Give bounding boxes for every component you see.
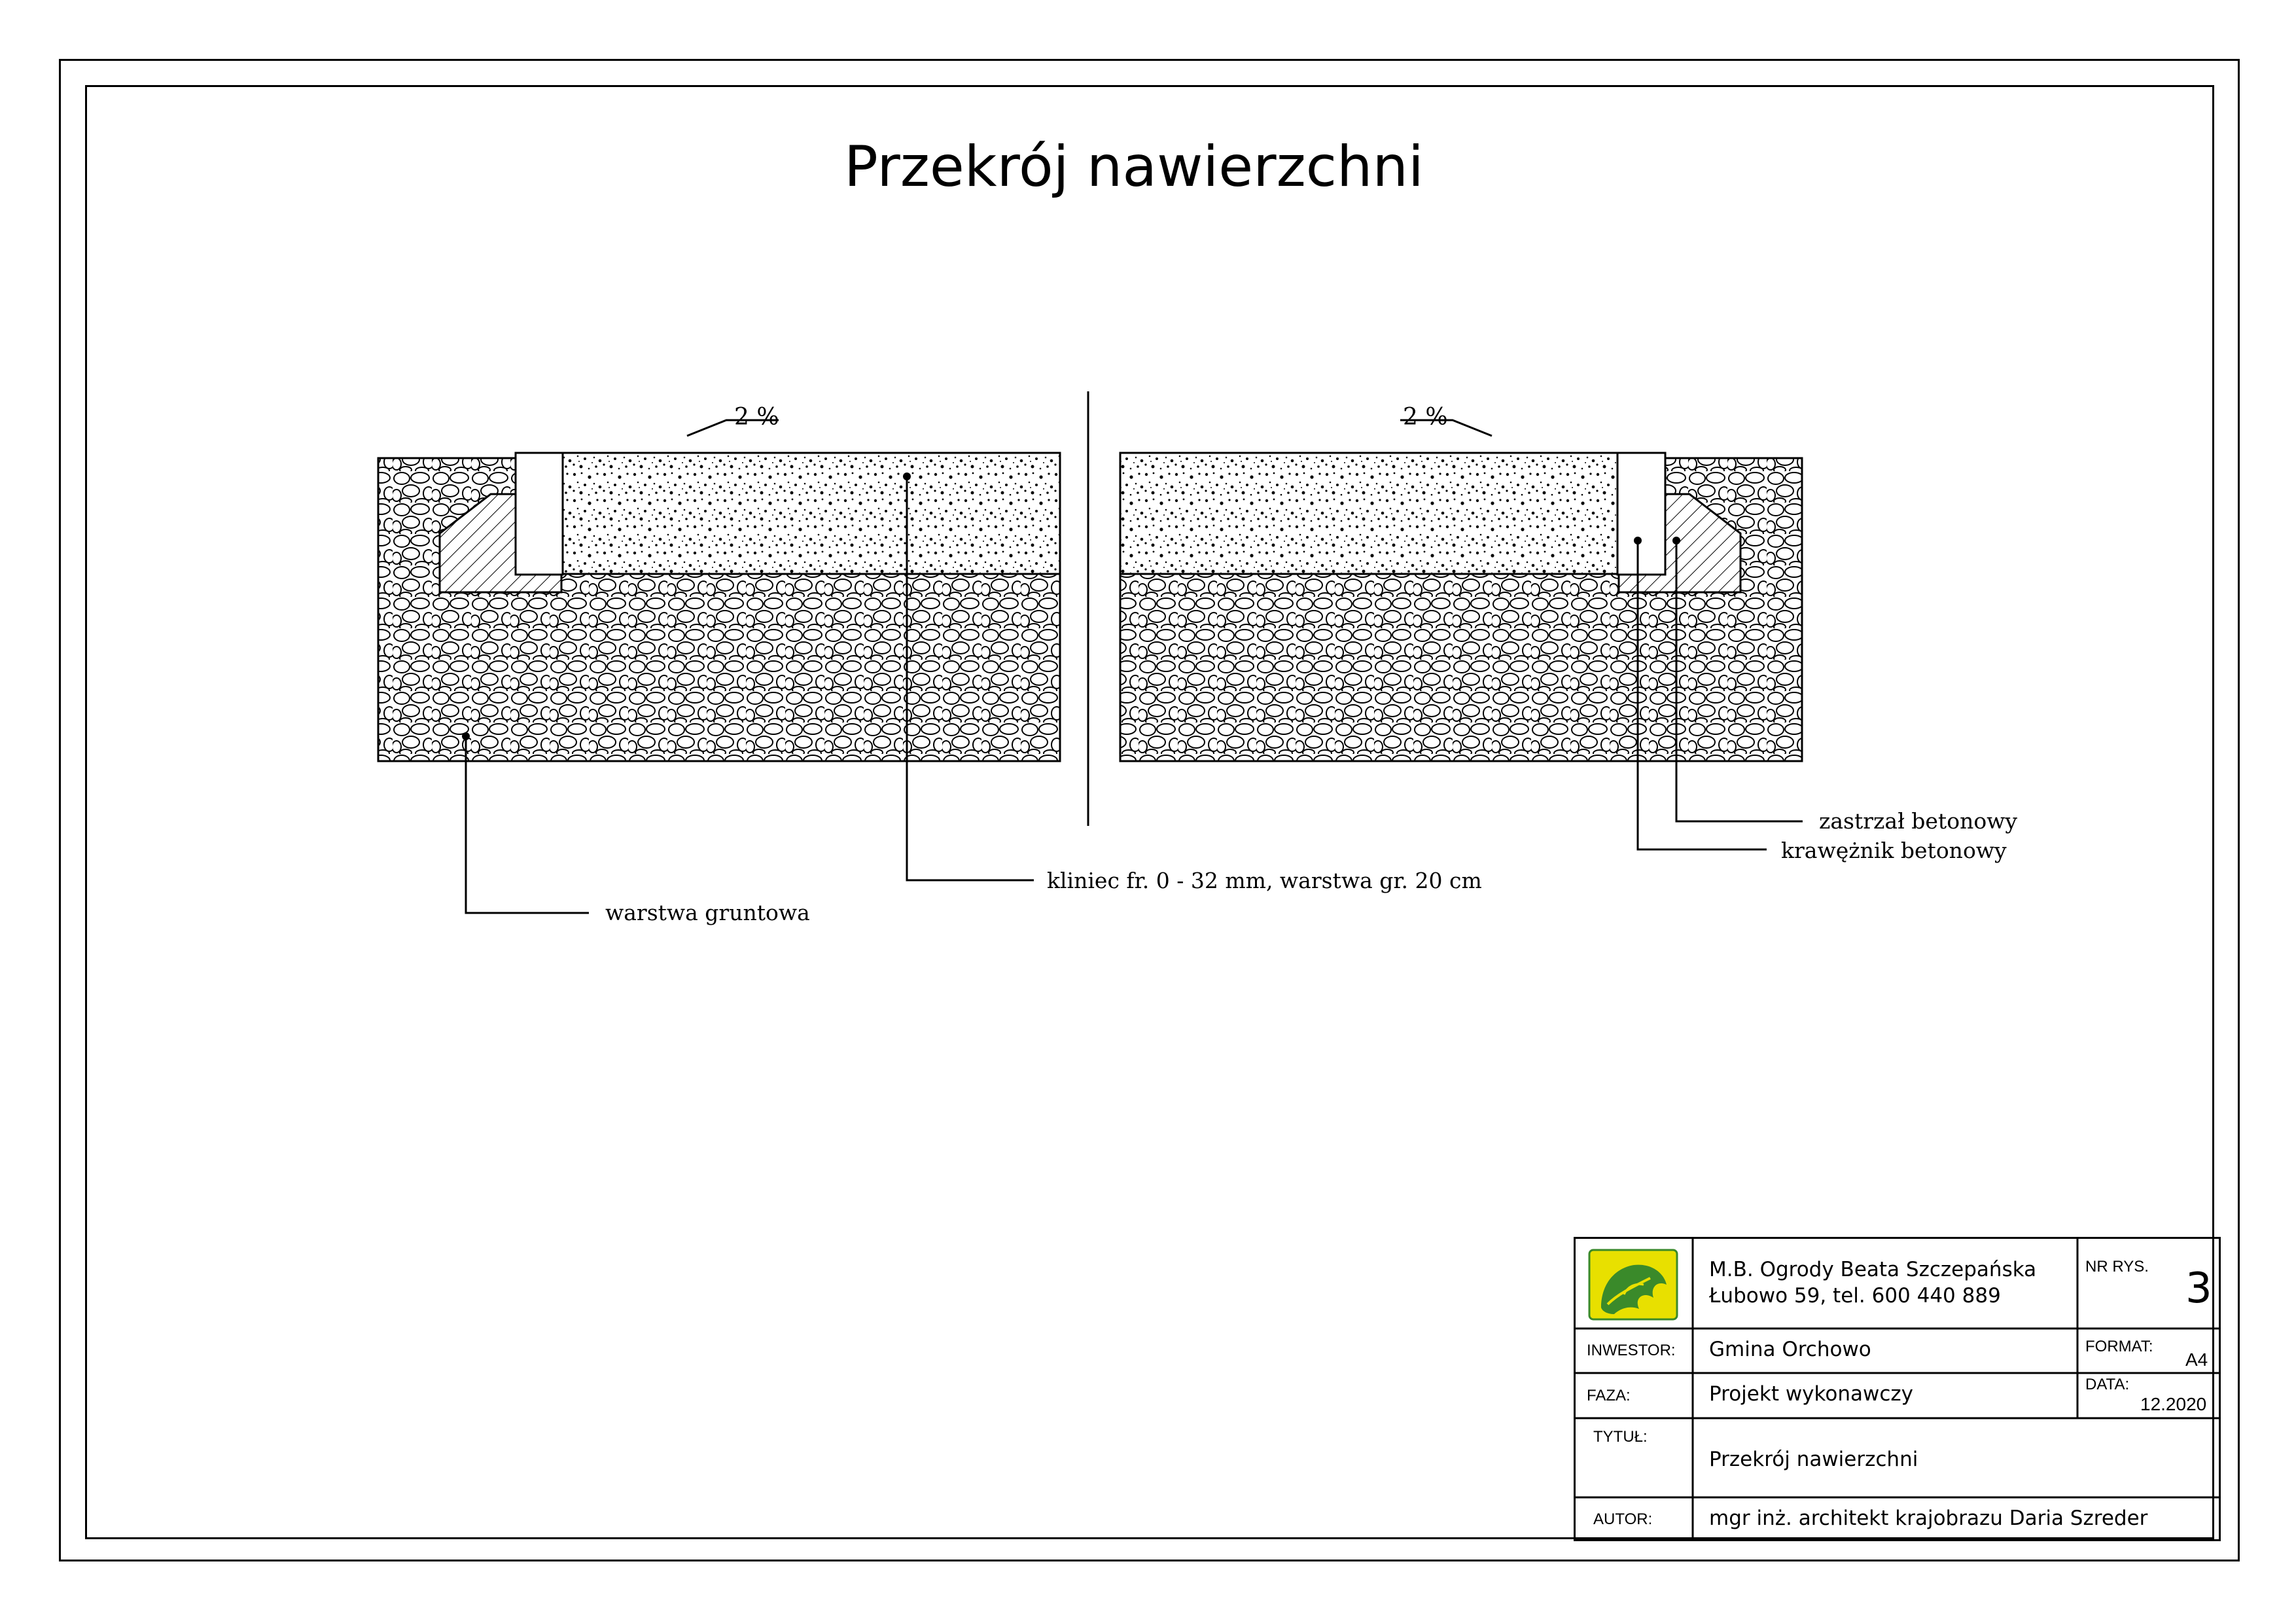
phase-value: Projekt wykonawczy: [1709, 1382, 1913, 1406]
leaf-logo-icon: [1588, 1249, 1678, 1321]
left-section: [378, 420, 1060, 761]
company-name: M.B. Ogrody Beata Szczepańska: [1709, 1258, 2037, 1281]
label-ground-layer: warstwa gruntowa: [605, 900, 810, 925]
drawing-title: Przekrój nawierzchni: [844, 134, 1424, 200]
company-logo: [1588, 1249, 1678, 1321]
slope-label-left: 2 %: [734, 404, 779, 431]
title-label: TYTUŁ:: [1593, 1428, 1648, 1446]
slope-label-right: 2 %: [1403, 404, 1448, 431]
author-label: AUTOR:: [1593, 1510, 1653, 1528]
label-concrete-brace: zastrzał betonowy: [1819, 808, 2018, 834]
investor-label: INWESTOR:: [1587, 1342, 1676, 1359]
label-concrete-curb: krawężnik betonowy: [1781, 838, 2007, 863]
title-block: [1574, 1237, 2221, 1541]
label-aggregate: kliniec fr. 0 - 32 mm, warstwa gr. 20 cm: [1047, 868, 1482, 893]
format-value: A4: [2185, 1349, 2208, 1370]
date-value: 12.2020: [2140, 1394, 2207, 1414]
company-address: Łubowo 59, tel. 600 440 889: [1709, 1284, 2001, 1308]
right-section: [1120, 420, 1802, 761]
author-value: mgr inż. architekt krajobrazu Daria Szreder: [1709, 1507, 2148, 1530]
format-label: FORMAT:: [2085, 1338, 2153, 1355]
date-label: DATA:: [2085, 1376, 2130, 1393]
drawing-no: 3: [2185, 1264, 2212, 1313]
drawing-no-label: NR RYS.: [2085, 1258, 2149, 1275]
title-value: Przekrój nawierzchni: [1709, 1448, 1918, 1471]
phase-label: FAZA:: [1587, 1387, 1631, 1404]
investor-value: Gmina Orchowo: [1709, 1338, 1871, 1361]
